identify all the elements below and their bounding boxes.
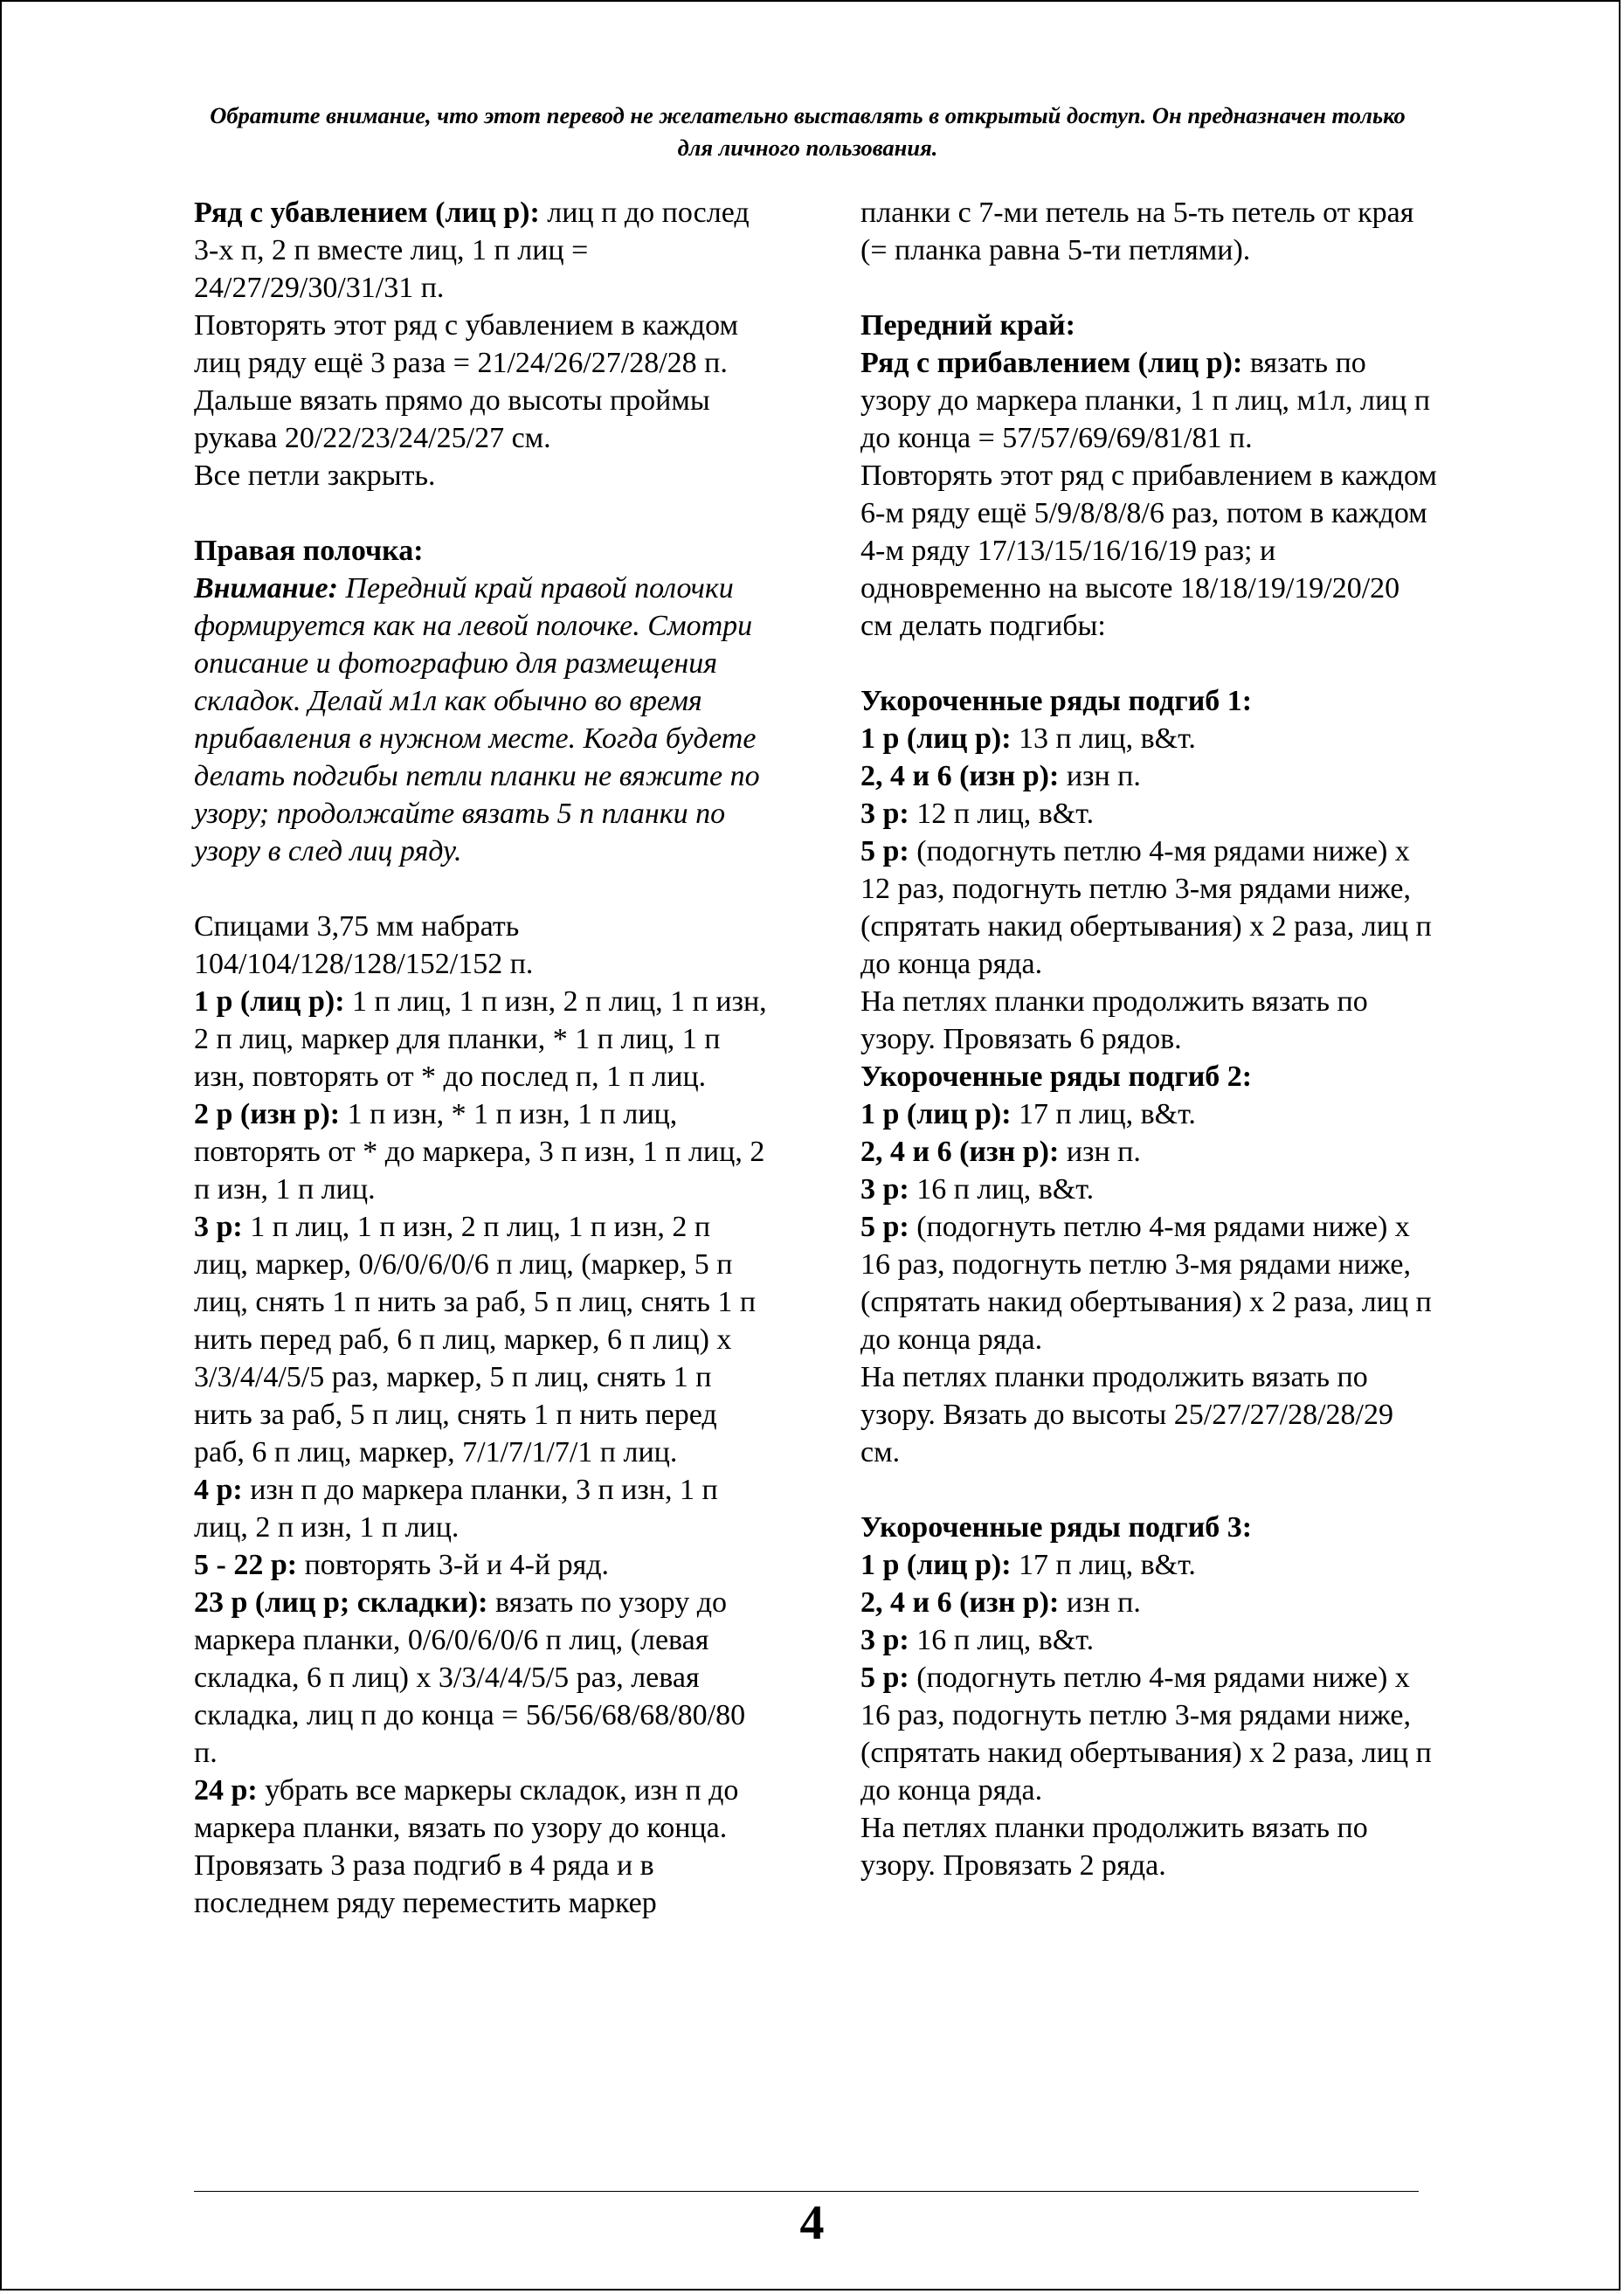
fold2-row-246 — [860, 1133, 1437, 1171]
short-rows-title-2: Укороченные ряды подгиб 2: — [860, 1061, 1253, 1093]
fold3-row-3 — [860, 1621, 1437, 1659]
row-23-text: вязать по узору до маркера планки, 0/6/0/6/0/6 п лиц, (левая складка, 6 п лиц) х 3/3/4/4/5/5 раз, левая складка, лиц п до конца = 56/56/68/68/80/80 п. — [194, 1586, 746, 1769]
fold3-row-5-label: 5 р: — [860, 1662, 909, 1694]
repeat-decrease: Повторять этот ряд с убавлением в каждом лиц ряду ещё 3 раза = 21/24/26/27/28/28 п. — [194, 309, 739, 379]
row-4-label: 4 р: — [194, 1474, 243, 1506]
repeat-increase: Повторять этот ряд с прибавлением в каждом 6-м ряду ещё 5/9/8/8/8/6 раз, потом в каждом 4-м ряду 17/13/15/16/16/19 раз; и одновременно на высоте 18/18/19/19/20/20 см делать подгибы: — [860, 459, 1437, 642]
left-column — [194, 194, 771, 1922]
short-rows-title-3: Укороченные ряды подгиб 3: — [860, 1511, 1253, 1544]
fold1-row-3 — [860, 795, 1437, 833]
right-front-title: Правая полочка: — [194, 535, 424, 567]
knit-straight: Дальше вязать прямо до высоты проймы рукава 20/22/23/24/25/27 см. — [194, 384, 710, 454]
attention-paragraph — [194, 570, 771, 870]
cast-on: Спицами 3,75 мм набрать 104/104/128/128/152/152 п. — [194, 910, 534, 980]
fold1-row-5-text: (подогнуть петлю 4-мя рядами ниже) х 12 раз, подогнуть петлю 3-мя рядами ниже, (спрятать накид обертывания) х 2 раза, лиц п до конца ряда. — [860, 835, 1432, 980]
fold3-row-5-text: (подогнуть петлю 4-мя рядами ниже) х 16 раз, подогнуть петлю 3-мя рядами ниже, (спрятать накид обертывания) х 2 раза, лиц п до конца ряда. — [860, 1662, 1432, 1807]
right-column — [860, 194, 1437, 1884]
decrease-row-label: Ряд с убавлением (лиц р): — [194, 197, 540, 229]
fold1-row-1 — [860, 720, 1437, 757]
row-23-label: 23 р (лиц р; складки): — [194, 1586, 488, 1619]
page-number: 4 — [799, 2196, 825, 2250]
spacer — [194, 870, 771, 908]
fold1-row-1-label: 1 р (лиц р): — [860, 722, 1012, 755]
row-2-text: 1 п изн, * 1 п изн, 1 п лиц, повторять от * до маркера, 3 п изн, 1 п лиц, 2 п изн, 1 п лиц. — [194, 1098, 765, 1206]
bind-off: Все петли закрыть. — [194, 459, 436, 492]
fold-instructions: Провязать 3 раза подгиб в 4 ряда и в последнем ряду переместить маркер — [194, 1849, 657, 1919]
fold2-row-5-text: (подогнуть петлю 4-мя рядами ниже) х 16 раз, подогнуть петлю 3-мя рядами ниже, (спрятать накид обертывания) х 2 раза, лиц п до конца ряда. — [860, 1211, 1432, 1356]
decrease-row-text: лиц п до послед 3-х п, 2 п вместе лиц, 1 п лиц = 24/27/29/30/31/31 п. — [194, 197, 750, 304]
fold1-row-246-label: 2, 4 и 6 (изн р): — [860, 760, 1060, 792]
row-24-text: убрать все маркеры складок, изн п до маркера планки, вязать по узору до конца. — [194, 1774, 739, 1844]
fold3-after: На петлях планки продолжить вязать по узору. Провязать 2 ряда. — [860, 1812, 1368, 1882]
footer-divider — [194, 2191, 1419, 2192]
fold1-row-3-label: 3 р: — [860, 798, 909, 830]
fold2-row-1 — [860, 1095, 1437, 1133]
row-5-22-label: 5 - 22 р: — [194, 1549, 298, 1581]
row-5-22-text: повторять 3-й и 4-й ряд. — [297, 1549, 610, 1581]
fold1-row-246 — [860, 757, 1437, 795]
fold2-row-3 — [860, 1171, 1437, 1208]
fold3-row-1 — [860, 1546, 1437, 1584]
row-1-label: 1 р (лиц р): — [194, 985, 345, 1018]
front-edge-title: Передний край: — [860, 309, 1075, 342]
fold3-row-5 — [860, 1659, 1437, 1809]
spacer — [860, 1471, 1437, 1509]
row-4-text: изн п до маркера планки, 3 п изн, 1 п лиц, 2 п изн, 1 п лиц. — [194, 1474, 718, 1544]
fold1-row-1-text: 13 п лиц, в&т. — [1011, 722, 1196, 755]
row-3-text: 1 п лиц, 1 п изн, 2 п лиц, 1 п изн, 2 п лиц, маркер, 0/6/0/6/0/6 п лиц, (маркер, 5 п лиц, снять 1 п нить за раб, 5 п лиц, снять 1 п нить перед раб, 6 п лиц, маркер, 6 п лиц) х 3/3/4/4/5/5 раз, маркер, 5 п лиц, снять 1 п нить за раб, 5 п лиц, снять 1 п нить перед раб, 6 п лиц, маркер, 7/1/7/1/7/1 п лиц. — [194, 1211, 757, 1468]
row-1-text: 1 п лиц, 1 п изн, 2 п лиц, 1 п изн, 2 п лиц, маркер для планки, * 1 п лиц, 1 п изн, повторять от * до послед п, 1 п лиц. — [194, 985, 767, 1093]
fold3-row-246-text: изн п. — [1059, 1586, 1141, 1619]
row-5-22 — [194, 1546, 771, 1584]
row-23 — [194, 1584, 771, 1772]
spacer — [860, 269, 1437, 307]
row-24 — [194, 1772, 771, 1847]
row-4 — [194, 1471, 771, 1546]
fold3-row-246-label: 2, 4 и 6 (изн р): — [860, 1586, 1060, 1619]
row-3 — [194, 1208, 771, 1471]
fold3-row-246 — [860, 1584, 1437, 1621]
increase-row — [860, 344, 1437, 457]
fold3-row-1-label: 1 р (лиц р): — [860, 1549, 1012, 1581]
fold1-row-5-label: 5 р: — [860, 835, 909, 867]
fold1-row-3-text: 12 п лиц, в&т. — [909, 798, 1095, 830]
fold3-row-1-text: 17 п лиц, в&т. — [1011, 1549, 1196, 1581]
fold2-row-246-label: 2, 4 и 6 (изн р): — [860, 1136, 1060, 1168]
row-3-label: 3 р: — [194, 1211, 243, 1243]
fold1-row-246-text: изн п. — [1059, 760, 1141, 792]
attention-text: Передний край правой полочки формируется как на левой полочке. Смотри описание и фотографию для размещения складок. Делай м1л как обычно во время прибавления в нужном месте. Когда будете делать подгибы петли планки не вяжите по узору; продолжайте вязать 5 п планки по узору в след лиц ряду. — [194, 572, 760, 867]
fold2-row-1-text: 17 п лиц, в&т. — [1011, 1098, 1196, 1130]
row-2-label: 2 р (изн р): — [194, 1098, 341, 1130]
increase-row-label: Ряд с прибавлением (лиц р): — [860, 347, 1243, 379]
spacer — [194, 494, 771, 532]
fold2-after: На петлях планки продолжить вязать по узору. Вязать до высоты 25/27/27/28/28/29 см. — [860, 1361, 1393, 1468]
spacer — [860, 645, 1437, 682]
fold2-row-5-label: 5 р: — [860, 1211, 909, 1243]
increase-row-text: вязать по узору до маркера планки, 1 п лиц, м1л, лиц п до конца = 57/57/69/69/81/81 п. — [860, 347, 1431, 454]
private-use-notice: Обратите внимание, что этот перевод не желательно выставлять в открытый доступ. Он предназначен только для личного пользования. — [210, 102, 1406, 161]
short-rows-title-1: Укороченные ряды подгиб 1: — [860, 685, 1253, 717]
row-1 — [194, 983, 771, 1095]
fold2-row-3-label: 3 р: — [860, 1173, 909, 1206]
fold2-row-3-text: 16 п лиц, в&т. — [909, 1173, 1095, 1206]
fold1-row-5 — [860, 833, 1437, 983]
fold3-row-3-text: 16 п лиц, в&т. — [909, 1624, 1095, 1656]
continued-text: планки с 7-ми петель на 5-ть петель от края (= планка равна 5-ти петлями). — [860, 197, 1414, 266]
fold2-row-246-text: изн п. — [1059, 1136, 1141, 1168]
row-2 — [194, 1095, 771, 1208]
row-24-label: 24 р: — [194, 1774, 258, 1807]
decrease-row — [194, 194, 771, 307]
fold1-after: На петлях планки продолжить вязать по узору. Провязать 6 рядов. — [860, 985, 1368, 1055]
attention-label: Внимание: — [194, 572, 338, 605]
fold2-row-5 — [860, 1208, 1437, 1358]
fold3-row-3-label: 3 р: — [860, 1624, 909, 1656]
fold2-row-1-label: 1 р (лиц р): — [860, 1098, 1012, 1130]
